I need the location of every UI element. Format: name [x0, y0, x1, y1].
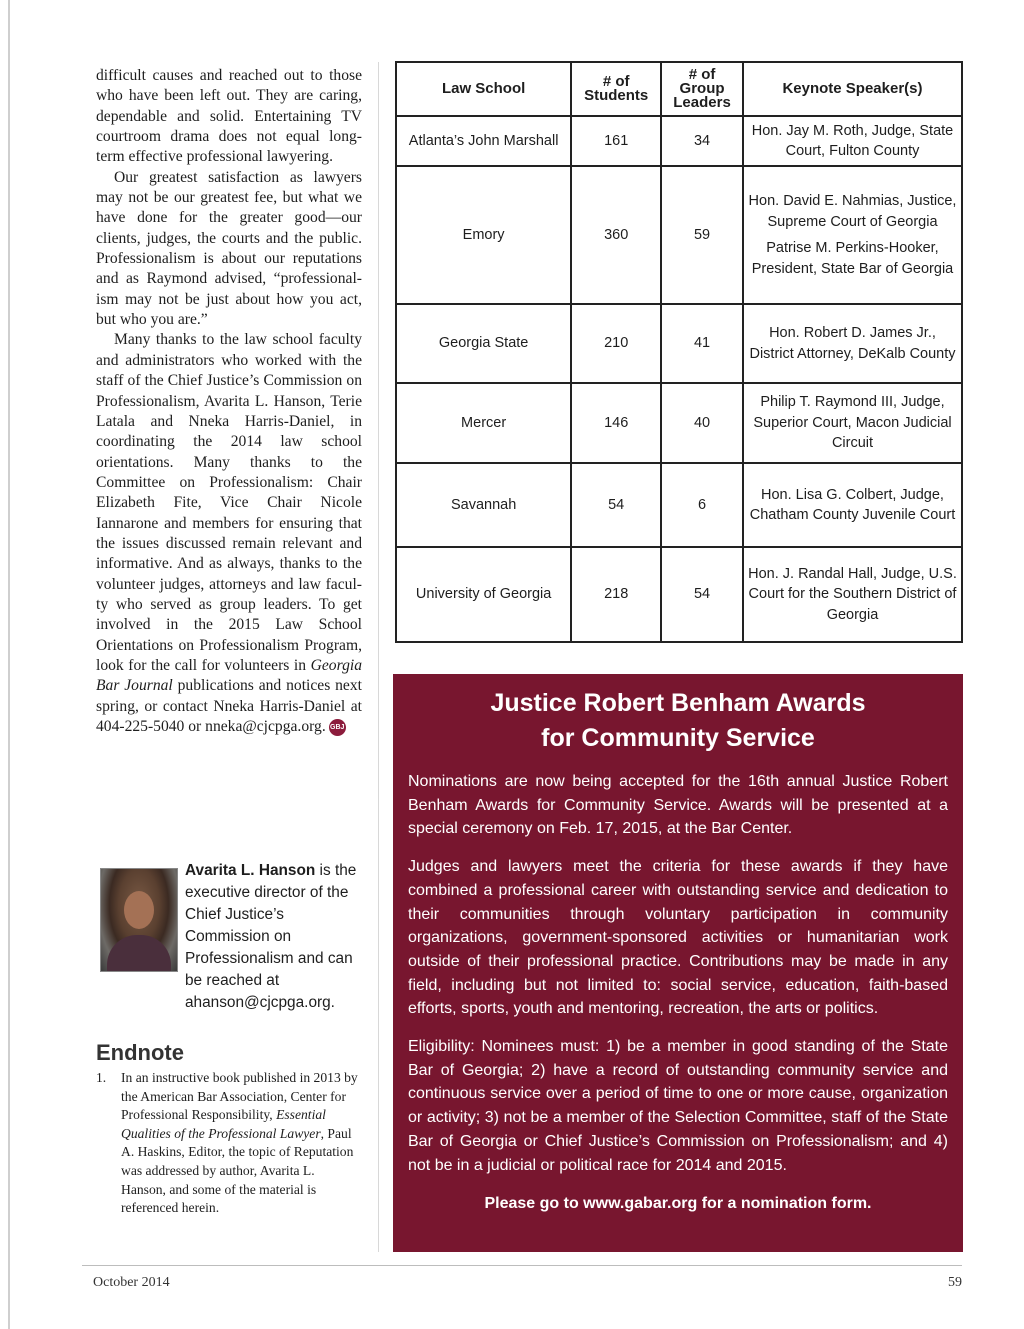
cell-leaders: 41	[661, 304, 743, 383]
header-students	[571, 62, 661, 116]
keynote-speaker: Hon. David E. Nahmias, Justice, Supreme Court of Georgia	[748, 193, 957, 230]
award-announcement-box	[393, 674, 963, 1252]
nomination-call-to-action: Please go to www.gabar.org for a nomination form.	[484, 1195, 872, 1213]
page-edge-line	[8, 0, 10, 1329]
cell-speakers	[743, 166, 962, 304]
keynote-speaker: Philip T. Raymond III, Judge, Superior Court, Macon Judicial Circuit	[753, 394, 952, 452]
article-paragraph: Our greatest satisfaction as lawyers may not be our greatest fee, but what we have done for the greater good—our clients, judges, the courts and the public. Professionalism is about our reputations and as Raymond advised, “professionalism may not be just about how you act, but who you are.”	[96, 168, 362, 329]
article-body	[96, 66, 362, 737]
endnote-text-end: , Paul A. Haskins, Editor, the topic of Reputation was addressed by author, Avarita L. Hanson, and some of the material is referenced herein.	[121, 1125, 354, 1216]
endnote-text-start: In an instructive book published in 2013 by the American Bar Association, Center for Professional Responsibility,	[121, 1070, 358, 1123]
award-title	[393, 686, 963, 756]
cell-students: 360	[571, 166, 661, 304]
cell-speakers	[743, 383, 962, 463]
law-school-table	[395, 61, 963, 643]
cell-students: 210	[571, 304, 661, 383]
footer-page-number: 59	[948, 1275, 962, 1290]
cell-students: 161	[571, 116, 661, 166]
award-eligibility: Eligibility: Nominees must: 1) be a member in good standing of the State Bar of Georgia; 2) have a record of outstanding community service and continuous service over a period of time to one or more cause, organization or activity; 3) not be a member of the Selection Committee, staff of the State Bar of Georgia or Chief Justice’s Commission on Professionalism; and 4) not be in a judicial or political race for 2014 and 2015.	[408, 1038, 948, 1174]
author-photo	[100, 868, 178, 972]
endnote-number: 1.	[96, 1070, 107, 1085]
cell-students: 54	[571, 463, 661, 547]
cell-school: Mercer	[396, 383, 571, 463]
cell-speakers	[743, 463, 962, 547]
article-paragraph-text: Many thanks to the law school faculty and administrators who worked with the staff of the Chief Justice’s Commission on Professionalism, Avarita L. Hanson, Terie Latala and Nneka Harris-Daniel, in coordinating the 2014 law school orientations. Many thanks to the Committee on Professionalism: Chair Elizabeth Fite, Vice Chair Nicole Iannarone and members for ensuring that the issues discussed remain relevant and informative. And as always, thanks to the volunteer judges, attorneys and law faculty who served as group leaders. To get involved in the 2015 Law School Orientations on Professionalism Program, look for the call for volunteers in	[96, 331, 362, 674]
keynote-speaker: Hon. Robert D. James Jr., District Attorney, DeKalb County	[749, 325, 956, 362]
header-leaders-line: Leaders	[673, 94, 731, 111]
article-paragraph	[96, 330, 362, 737]
cell-leaders: 40	[661, 383, 743, 463]
author-photo-jacket	[107, 935, 171, 972]
journal-name: Georgia Bar Journal	[96, 656, 362, 695]
author-bio-text	[185, 860, 365, 1014]
cell-students: 146	[571, 383, 661, 463]
cell-speakers	[743, 547, 962, 642]
table-row	[396, 166, 962, 304]
article-paragraph: difficult causes and reached out to those who have been left out. They are caring, dependable and solid. Entertaining TV courtroom drama does not equal long-term effective professional lawyering.	[96, 67, 362, 166]
footer-rule	[82, 1265, 962, 1266]
header-leaders-line: Group	[679, 80, 725, 97]
header-students-line: Students	[584, 87, 649, 104]
header-group-leaders	[661, 62, 743, 116]
cell-leaders: 59	[661, 166, 743, 304]
award-title-line: for Community Service	[541, 724, 815, 752]
gbj-end-mark-icon: GBJ	[329, 719, 346, 736]
cell-leaders: 6	[661, 463, 743, 547]
keynote-speaker: Hon. Jay M. Roth, Judge, State Court, Fulton County	[751, 122, 954, 159]
table-row	[396, 463, 962, 547]
table-row	[396, 304, 962, 383]
header-students-line: # of	[602, 73, 630, 90]
column-divider	[378, 62, 379, 1252]
article-column	[96, 66, 362, 737]
author-description: is the executive director of the Chief Justice’s Commission on Professionalism and can be reached at ahanson@cjcpga.org.	[185, 862, 357, 1011]
table-row	[396, 116, 962, 166]
cell-speakers	[743, 304, 962, 383]
award-paragraph: Nominations are now being accepted for the 16th annual Justice Robert Benham Awards for Community Service. Awards will be presented at a special ceremony on Feb. 17, 2015, at the Bar Center.	[408, 773, 948, 838]
header-leaders-line: # of	[688, 66, 716, 83]
award-title-line: Justice Robert Benham Awards	[490, 689, 866, 717]
keynote-speaker: Hon. J. Randal Hall, Judge, U.S. Court for the Southern District of Georgia	[748, 565, 957, 623]
cell-school: Georgia State	[396, 304, 571, 383]
table-row	[396, 383, 962, 463]
article-paragraph-end: publications and notices next spring, or contact Nneka Harris-Daniel at 404-225-5040 or nneka@cjcpga.org.	[96, 677, 362, 735]
keynote-speaker: Hon. Lisa G. Colbert, Judge, Chatham County Juvenile Court	[749, 486, 956, 523]
cell-school: Atlanta’s John Marshall	[396, 116, 571, 166]
cell-school: University of Georgia	[396, 547, 571, 642]
endnote-book-title: Essential Qualities of the Professional Lawyer	[121, 1107, 326, 1141]
cell-leaders: 34	[661, 116, 743, 166]
endnote-list	[96, 1069, 362, 1218]
cell-school: Savannah	[396, 463, 571, 547]
award-paragraph: Judges and lawyers meet the criteria for these awards if they have combined a professional career with outstanding service and dedication to their communities through voluntary participation in community organizations, government-sponsored activities or humanitarian work outside of their professional practice. Contributions may be made in any field, including but not limited to: social service, education, faith-based efforts, sports, youth and mentoring, recreation, the arts or politics.	[408, 858, 948, 1018]
footer-issue-date: October 2014	[93, 1275, 170, 1290]
table-header-row	[396, 62, 962, 116]
header-keynote-speakers: Keynote Speaker(s)	[743, 62, 962, 116]
cell-students: 218	[571, 547, 661, 642]
cell-school: Emory	[396, 166, 571, 304]
cell-speakers	[743, 116, 962, 166]
author-photo-face	[124, 891, 154, 929]
cell-leaders: 54	[661, 547, 743, 642]
table-row	[396, 547, 962, 642]
header-law-school: Law School	[396, 62, 571, 116]
keynote-speaker: Patrise M. Perkins-Hooker, President, State Bar of Georgia	[751, 240, 954, 277]
endnote-text	[121, 1069, 362, 1218]
endnote-title: Endnote	[96, 1040, 184, 1065]
author-name: Avarita L. Hanson	[185, 862, 316, 879]
